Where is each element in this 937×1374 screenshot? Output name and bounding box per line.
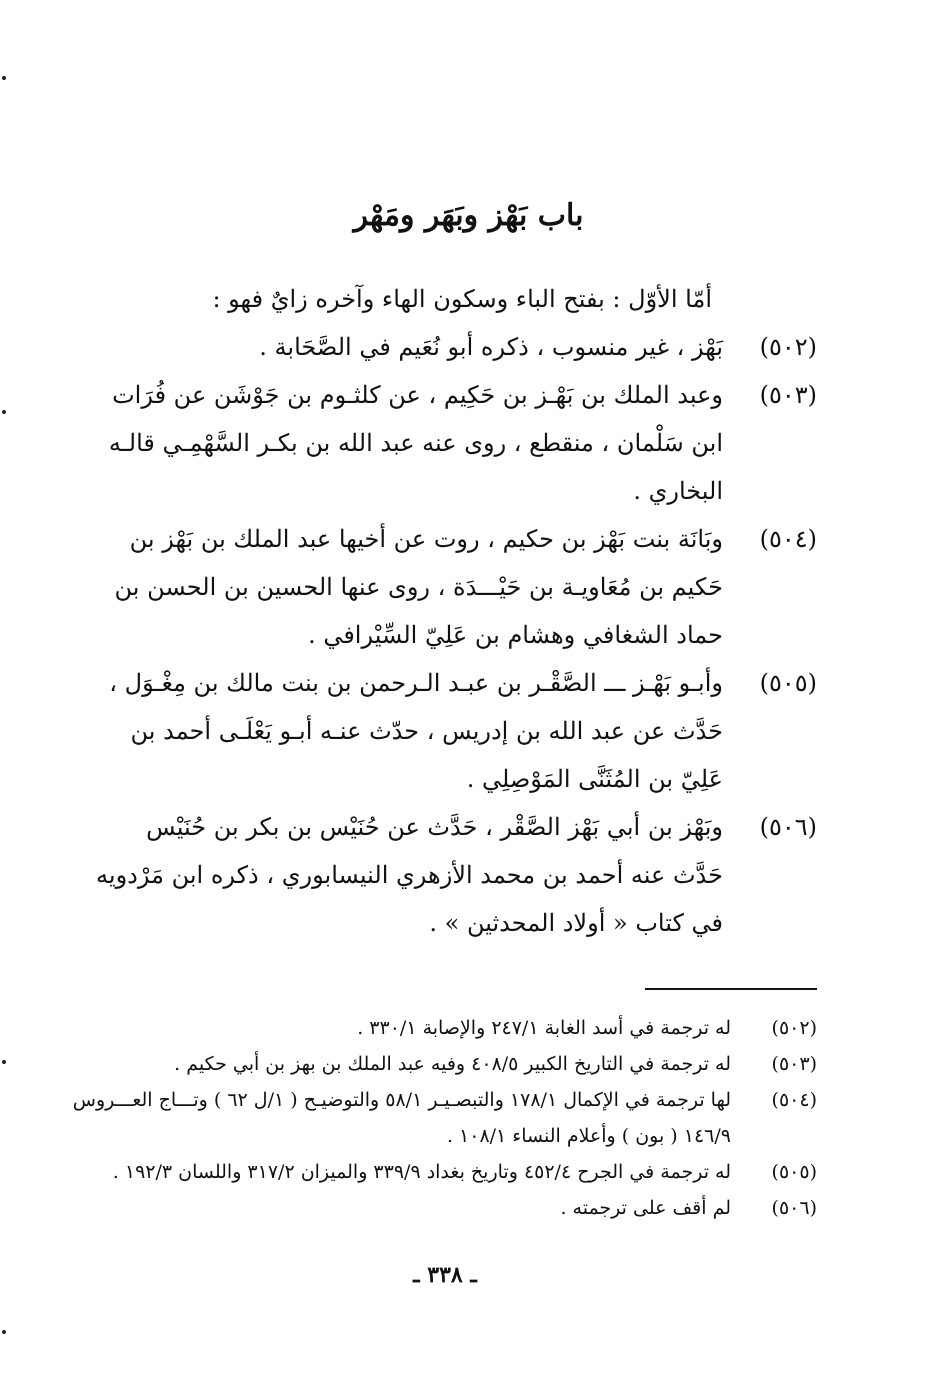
- entry-number: (٥٠٢): [759, 333, 817, 361]
- entry-line: البخاري .: [633, 477, 723, 505]
- entry-number: (٥٠٥): [759, 669, 817, 697]
- entry-line: بَهْز ، غير منسوب ، ذكره أبو نُعَيم في الصَّحَابة .: [259, 333, 723, 361]
- footnote-line: له ترجمة في أسد الغابة ٢٤٧/١ والإصابة ٣٣٠/١ .: [357, 1017, 731, 1039]
- footnote-505: [57, 1154, 817, 1190]
- footnote-divider: [645, 988, 817, 990]
- entry-number: (٥٠٣): [759, 381, 817, 409]
- footnote-line: لها ترجمة في الإكمال ١٧٨/١ والتبصـيـر ٥٨/١ والتوضيـح ( ١/ل ٦٢ ) وتـــاج العـــروس: [72, 1089, 731, 1111]
- footnote-line: له ترجمة في الجرح ٤٥٢/٤ وتاريخ بغداد ٣٣٩/٩ والميزان ٣١٧/٢ واللسان ١٩٢/٣ .: [112, 1161, 731, 1183]
- entry-number: (٥٠٤): [759, 525, 817, 553]
- footnote-line: ١٤٦/٩ ( بون ) وأعلام النساء ١٠٨/١ .: [446, 1125, 731, 1147]
- intro-line: أمّا الأوّل : بفتح الباء وسكون الهاء وآخره زايٌ فهو :: [212, 285, 712, 313]
- entry-502: [117, 323, 817, 371]
- chapter-title: باب بَهْز وبَهَر ومَهْر: [353, 198, 584, 233]
- entry-line: عَلِيّ بن المُثَنَّى المَوْصِلِي .: [466, 765, 723, 793]
- scan-edge-mark: [2, 1330, 6, 1334]
- entry-506: [96, 803, 817, 947]
- footnote-number: (٥٠٦): [771, 1197, 817, 1219]
- entries-list: [96, 323, 817, 947]
- entry-line: وعبد الملك بن بَهْـز بن حَكِيم ، عن كلثـوم بن جَوْشَن عن فُرَات: [112, 381, 723, 409]
- entry-number: (٥٠٦): [759, 813, 817, 841]
- scan-edge-mark: [2, 410, 6, 414]
- entry-line: حماد الشغافي وهشام بن عَلِيّ السِّيْرافي .: [308, 621, 723, 649]
- footnote-number: (٥٠٥): [771, 1161, 817, 1183]
- footnote-number: (٥٠٣): [771, 1053, 817, 1075]
- footnote-line: لم أقف على ترجمته .: [560, 1197, 731, 1219]
- entry-503: [108, 371, 817, 515]
- entry-line: وبَانَة بنت بَهْز بن حكيم ، روت عن أخيها عبد الملك بن بَهْز بن: [129, 525, 723, 553]
- footnote-506: [57, 1190, 817, 1226]
- footnote-504: [57, 1082, 817, 1154]
- entry-line: في كتاب « أولاد المحدثين » .: [429, 909, 723, 937]
- entry-line: حَدَّث عن عبد الله بن إدريس ، حدّث عنـه أبـو يَعْلَـى أحمد بن: [130, 717, 723, 745]
- entry-line: حَدَّث عنه أحمد بن محمد الأزهري النيسابوري ، ذكره ابن مَرْدويه: [96, 861, 723, 889]
- scan-edge-mark: [2, 1060, 6, 1064]
- entry-505: [109, 659, 817, 803]
- footnote-number: (٥٠٤): [771, 1089, 817, 1111]
- entry-line: وأبـو بَهْـز ـــ الصَّقْـر بن عبـد الـرحمن بن بنت مالك بن مِغْـوَل ،: [109, 669, 723, 697]
- entry-line: ابن سَلْمان ، منقطع ، روى عنه عبد الله بن بكـر السَّهْمِـي قالـه: [108, 429, 723, 457]
- footnote-number: (٥٠٢): [771, 1017, 817, 1039]
- footnote-503: [57, 1046, 817, 1082]
- footnotes-list: [57, 1010, 817, 1226]
- footnote-502: [57, 1010, 817, 1046]
- entry-line: حَكيم بن مُعَاويـة بن حَيْـــدَة ، روى عنها الحسين بن الحسن بن: [114, 573, 723, 601]
- scan-edge-mark: [2, 76, 6, 80]
- footnote-line: له ترجمة في التاريخ الكبير ٤٠٨/٥ وفيه عبد الملك بن بهز بن أبي حكيم .: [174, 1053, 731, 1075]
- entry-line: وبَهْز بن أبي بَهْز الصَّقْر ، حَدَّث عن حُنَيْس بن بكر بن حُنَيْس: [146, 813, 723, 841]
- page-number: ـ ٣٣٨ ـ: [413, 1262, 477, 1288]
- entry-504: [114, 515, 817, 659]
